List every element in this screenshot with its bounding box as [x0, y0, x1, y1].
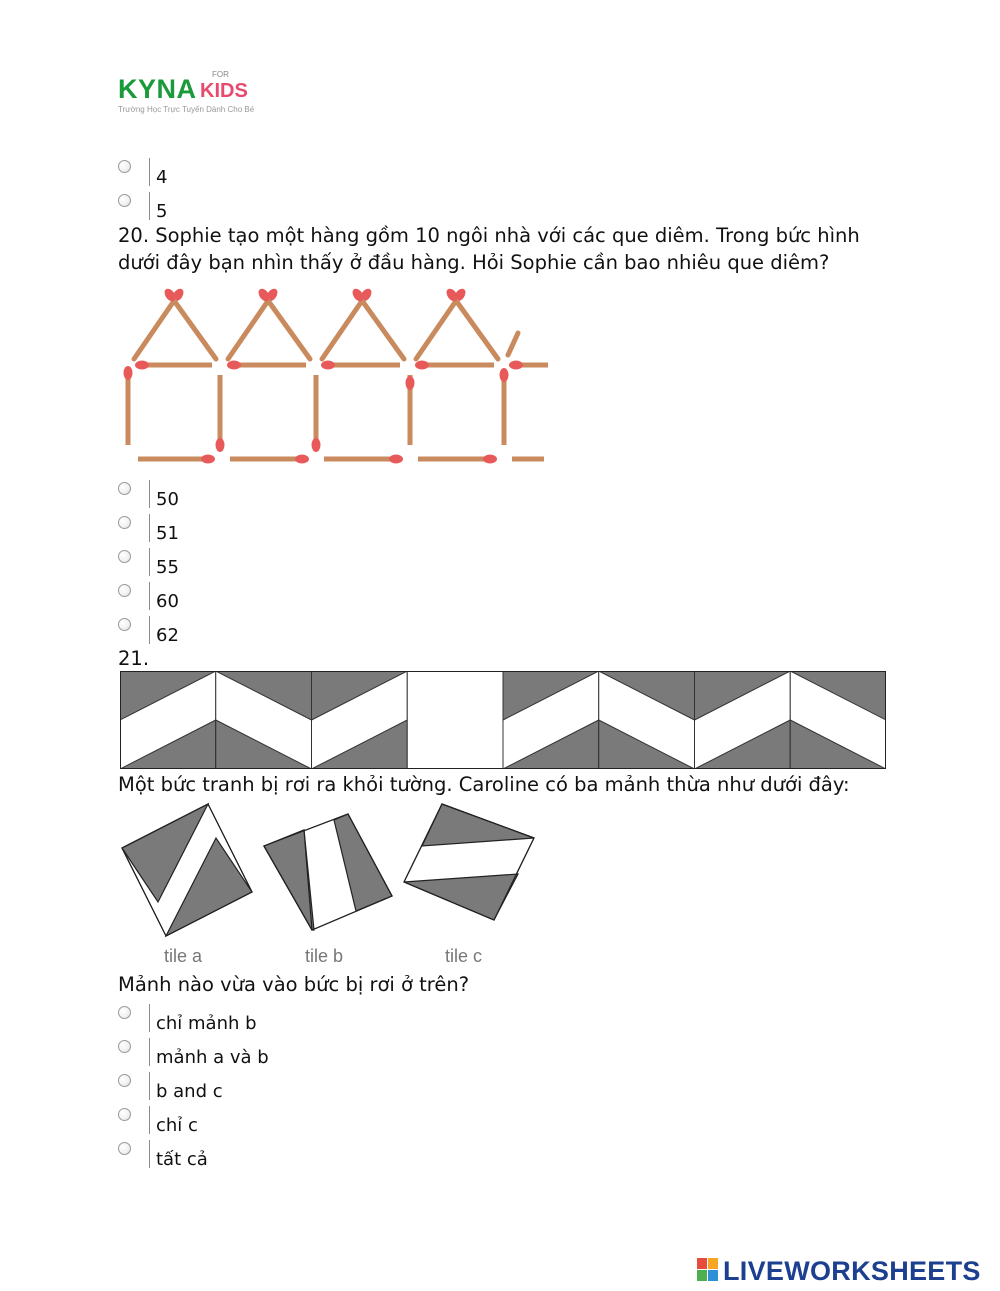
question-21-prompt: Mảnh nào vừa vào bức bị rơi ở trên?	[118, 973, 470, 996]
option-label: 60	[156, 591, 179, 612]
question-21-number: 21.	[118, 647, 150, 670]
question-21-text: Một bức tranh bị rơi ra khỏi tường. Caroline có ba mảnh thừa như dưới đây:	[118, 773, 850, 796]
radio-button[interactable]	[118, 1074, 131, 1087]
tile-a	[122, 804, 252, 936]
option-label: 51	[156, 523, 179, 544]
liveworksheets-icon	[697, 1258, 719, 1282]
kyna-logo	[118, 70, 278, 120]
option-label: 50	[156, 489, 179, 510]
radio-button[interactable]	[118, 550, 131, 563]
radio-button[interactable]	[118, 516, 131, 529]
option-label: mảnh a và b	[156, 1047, 269, 1068]
question-20-line-1: 20. Sophie tạo một hàng gồm 10 ngôi nhà với các que diêm. Trong bức hình	[118, 224, 860, 247]
radio-button[interactable]	[118, 1040, 131, 1053]
tile-a-label: tile a	[164, 946, 203, 966]
matchstick-houses-figure	[120, 285, 550, 470]
picture-strip-figure	[120, 671, 886, 769]
radio-button[interactable]	[118, 618, 131, 631]
tile-b	[264, 814, 392, 930]
option-label: 5	[156, 201, 168, 222]
radio-button[interactable]	[118, 1142, 131, 1155]
option-label: chỉ mảnh b	[156, 1013, 257, 1034]
logo-tagline: Trường Học Trực Tuyến Dành Cho Bé	[118, 105, 255, 114]
question-20-line-2: dưới đây bạn nhìn thấy ở đầu hàng. Hỏi Sophie cần bao nhiêu que diêm?	[118, 251, 830, 274]
option-label: 55	[156, 557, 179, 578]
missing-piece-blank	[407, 671, 503, 769]
tile-c-label: tile c	[445, 946, 483, 966]
liveworksheets-wordmark: LIVEWORKSHEETS	[723, 1256, 981, 1286]
logo-brand: KYNA	[118, 74, 197, 104]
logo-for: FOR	[212, 70, 229, 79]
option-label: b and c	[156, 1081, 223, 1102]
tile-c	[404, 804, 534, 920]
logo-kids: KIDS	[200, 80, 248, 102]
radio-button[interactable]	[118, 1108, 131, 1121]
radio-button[interactable]	[118, 1006, 131, 1019]
radio-button[interactable]	[118, 584, 131, 597]
tile-b-label: tile b	[305, 946, 344, 966]
radio-button[interactable]	[118, 482, 131, 495]
radio-button[interactable]	[118, 194, 131, 207]
option-label: chỉ c	[156, 1115, 198, 1136]
option-label: tất cả	[156, 1149, 208, 1170]
option-label: 62	[156, 625, 179, 646]
tiles-figure	[118, 800, 538, 970]
radio-button[interactable]	[118, 160, 131, 173]
option-label: 4	[156, 167, 168, 188]
